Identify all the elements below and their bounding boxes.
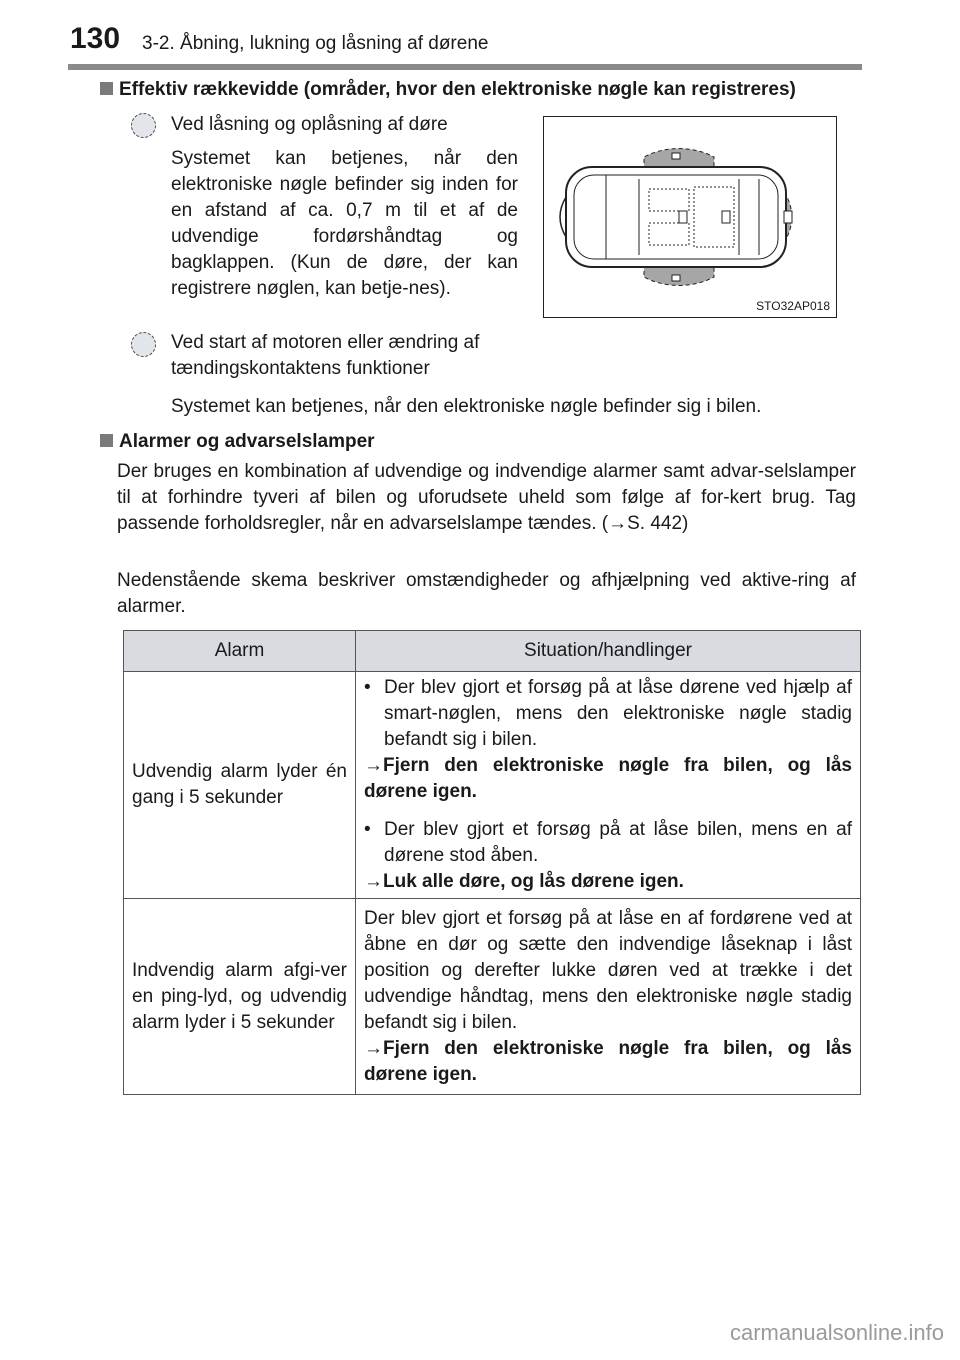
car-body: [566, 167, 786, 267]
situation-text: Der blev gjort et forsøg på at låse en af fordørene ved at åbne en dør og sætte den indvendige låseknap i låst position og derefter lukke døren ved at trække i det udvendige håndtag, mens den elektroniske nøgle stadig befandt sig i bilen.: [364, 907, 852, 1033]
bullet: •: [364, 819, 371, 840]
table-row: [124, 899, 861, 1095]
sub1-body: Systemet kan betjenes, når den elektroniske nøgle befinder sig inden for en afstand af ca. 0,7 m til et af de udvendige fordørshåndtag og bagklappen. (Kun de døre, der kan registrere nøglen, kan betje-nes).: [171, 148, 518, 299]
page-number: 130: [70, 22, 121, 55]
action-text: Fjern den elektroniske nøgle fra bilen, og lås dørene igen.: [364, 755, 852, 802]
arrow-icon: →: [364, 1037, 383, 1059]
range-heading-text: Effektiv rækkevidde (områder, hvor den elektroniske nøgle kan registreres): [119, 79, 796, 100]
action-text: Fjern den elektroniske nøgle fra bilen, og lås dørene igen.: [364, 1037, 852, 1085]
situation-text: Der blev gjort et forsøg på at låse bilen, mens en af dørene stod åben.: [384, 819, 852, 866]
range-heading: [100, 79, 796, 101]
table-header-row: [124, 631, 861, 672]
section-title: 3-2. Åbning, lukning og låsning af dørene: [142, 33, 489, 54]
figure-code: STO32AP018: [756, 299, 830, 313]
situation-cell: [356, 672, 861, 899]
bullet: •: [364, 677, 371, 698]
arrow-icon: →: [364, 755, 383, 776]
alarm-table: [123, 630, 861, 1095]
alarm-cell: Indvendig alarm afgi-ver en ping-lyd, og udvendig alarm lyder i 5 sekunder: [124, 899, 356, 1095]
action-line: [364, 869, 852, 895]
watermark: carmanualsonline.info: [729, 1320, 944, 1345]
car-top-view-illustration: [544, 117, 836, 317]
header-alarm: Alarm: [124, 631, 356, 672]
alarm-paragraph-2: Nedenstående skema beskriver omstændigheder og afhjælpning ved aktive-ring af alarmer.: [117, 570, 856, 617]
action-text: Luk alle døre, og lås dørene igen.: [383, 871, 684, 892]
square-bullet-icon: [100, 82, 113, 95]
square-bullet-icon: [100, 434, 113, 447]
alarm-heading-text: Alarmer og advarselslamper: [119, 431, 375, 452]
situation-item: [364, 817, 852, 869]
sub1-title: Ved låsning og oplåsning af døre: [171, 114, 448, 135]
situation-item: [364, 675, 852, 753]
alarm-cell: Udvendig alarm lyder én gang i 5 sekunder: [124, 672, 356, 899]
arrow-icon: →: [364, 871, 383, 892]
range-zone-icon: [131, 113, 156, 138]
sub2-title: Ved start af motoren eller ændring af tændingskontaktens funktioner: [171, 332, 480, 379]
situation-text: Der blev gjort et forsøg på at låse dørene ved hjælp af smart-nøglen, mens den elektroniske nøgle stadig befandt sig i bilen.: [384, 677, 852, 750]
sub2-body: Systemet kan betjenes, når den elektroniske nøgle befinder sig i bilen.: [171, 396, 762, 417]
situation-cell: [356, 899, 861, 1095]
action-line: [364, 753, 852, 805]
car-range-figure: [543, 116, 837, 318]
action-line: [364, 1036, 852, 1088]
alarm-heading: [100, 431, 375, 453]
table-row: [124, 672, 861, 899]
cabin-zone-icon: [131, 332, 156, 357]
header-situation: Situation/handlinger: [356, 631, 861, 672]
alarm-paragraph-1: Der bruges en kombination af udvendige og indvendige alarmer samt advar-selslamper til at forhindre tyveri af bilen og uforudsete uheld som følge af for-kert brug. Tag passende forholdsregler, når en advarselslampe tændes. (→S. 442): [117, 461, 856, 534]
header-rule: [68, 64, 862, 70]
